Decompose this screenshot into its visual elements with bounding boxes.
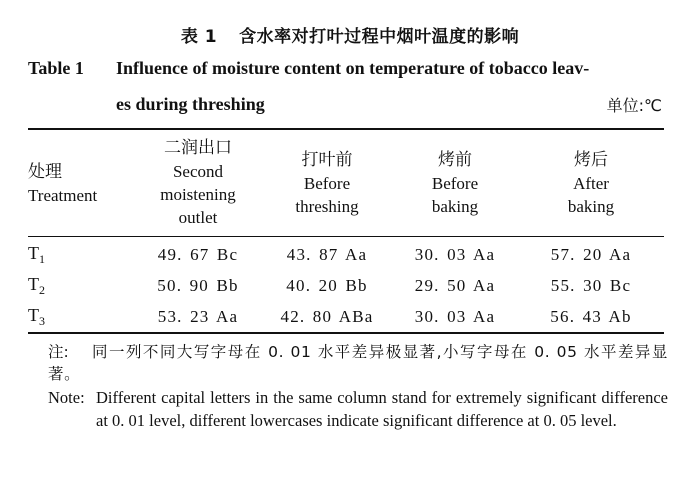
table-header-rule	[28, 236, 664, 237]
table-caption-cn	[0, 22, 700, 47]
header-col3-en-1: Before	[431, 174, 479, 193]
table-bottom-rule	[28, 332, 664, 334]
table-number-en: Table 1	[28, 58, 84, 78]
header-before-baking	[385, 148, 525, 218]
table-note-cn	[48, 341, 668, 385]
header-col3-cn: 烤前	[438, 150, 472, 170]
header-col4-en-1: After	[573, 174, 609, 193]
table-row	[0, 243, 700, 273]
header-col2-en-2: threshing	[295, 197, 359, 216]
header-col1-en-2: moistening	[160, 185, 236, 204]
cell-before-baking: 30. 03 Aa	[414, 307, 496, 326]
header-col1-en-3: outlet	[178, 208, 218, 227]
header-col1-cn: 二润出口	[164, 138, 232, 158]
cell-after-baking: 55. 30 Bc	[550, 276, 632, 295]
header-treatment-cn: 处理	[28, 162, 62, 182]
row-treatment: $T_1$	[28, 243, 45, 266]
cell-second-moistening: 53. 23 Aa	[157, 307, 239, 326]
note-label-cn: 注:	[48, 343, 69, 361]
header-col4-cn: 烤后	[574, 150, 608, 170]
cell-second-moistening: 50. 90 Bb	[157, 276, 239, 295]
table-title-en-line2: es during threshing	[116, 94, 265, 114]
table-title-cn: 含水率对打叶过程中烟叶温度的影响	[239, 27, 520, 47]
unit-label: 单位:℃	[606, 96, 662, 115]
table-number-cn: 表 1	[180, 27, 218, 47]
cell-after-baking: 57. 20 Aa	[550, 245, 632, 264]
header-treatment-en: Treatment	[28, 186, 98, 205]
table-row	[0, 305, 700, 335]
table-note-en	[48, 386, 668, 432]
cell-second-moistening: 49. 67 Bc	[157, 245, 239, 264]
header-col3-en-2: baking	[431, 197, 479, 216]
note-text-cn: 同一列不同大写字母在 0. 01 水平差异极显著,小写字母在 0. 05 水平差异显著。	[48, 343, 668, 383]
header-col2-cn: 打叶前	[301, 150, 353, 170]
table-title-en-line1: Influence of moisture content on temperature of tobacco leav-	[116, 58, 590, 78]
cell-before-threshing: 43. 87 Aa	[286, 245, 368, 264]
header-after-baking	[521, 148, 661, 218]
header-second-moistening-outlet	[128, 136, 268, 229]
header-col2-en-1: Before	[303, 174, 351, 193]
header-col4-en-2: baking	[567, 197, 615, 216]
note-label-en: Note:	[48, 388, 85, 407]
header-treatment	[28, 160, 97, 208]
table-top-rule	[28, 128, 664, 130]
cell-after-baking: 56. 43 Ab	[550, 307, 632, 326]
cell-before-threshing: 42. 80 ABa	[280, 307, 374, 326]
row-treatment: $T_3$	[28, 305, 45, 328]
cell-before-baking: 30. 03 Aa	[414, 245, 496, 264]
cell-before-threshing: 40. 20 Bb	[286, 276, 368, 295]
header-before-threshing	[257, 148, 397, 218]
table-row	[0, 274, 700, 304]
table-caption-en	[28, 58, 589, 79]
cell-before-baking: 29. 50 Aa	[414, 276, 496, 295]
row-treatment: $T_2$	[28, 274, 45, 297]
header-col1-en-1: Second	[172, 162, 224, 181]
note-text-en: Different capital letters in the same column stand for extremely significant difference at 0. 01 level, different lowercases indicate significant difference at 0. 05 level.	[96, 388, 668, 430]
